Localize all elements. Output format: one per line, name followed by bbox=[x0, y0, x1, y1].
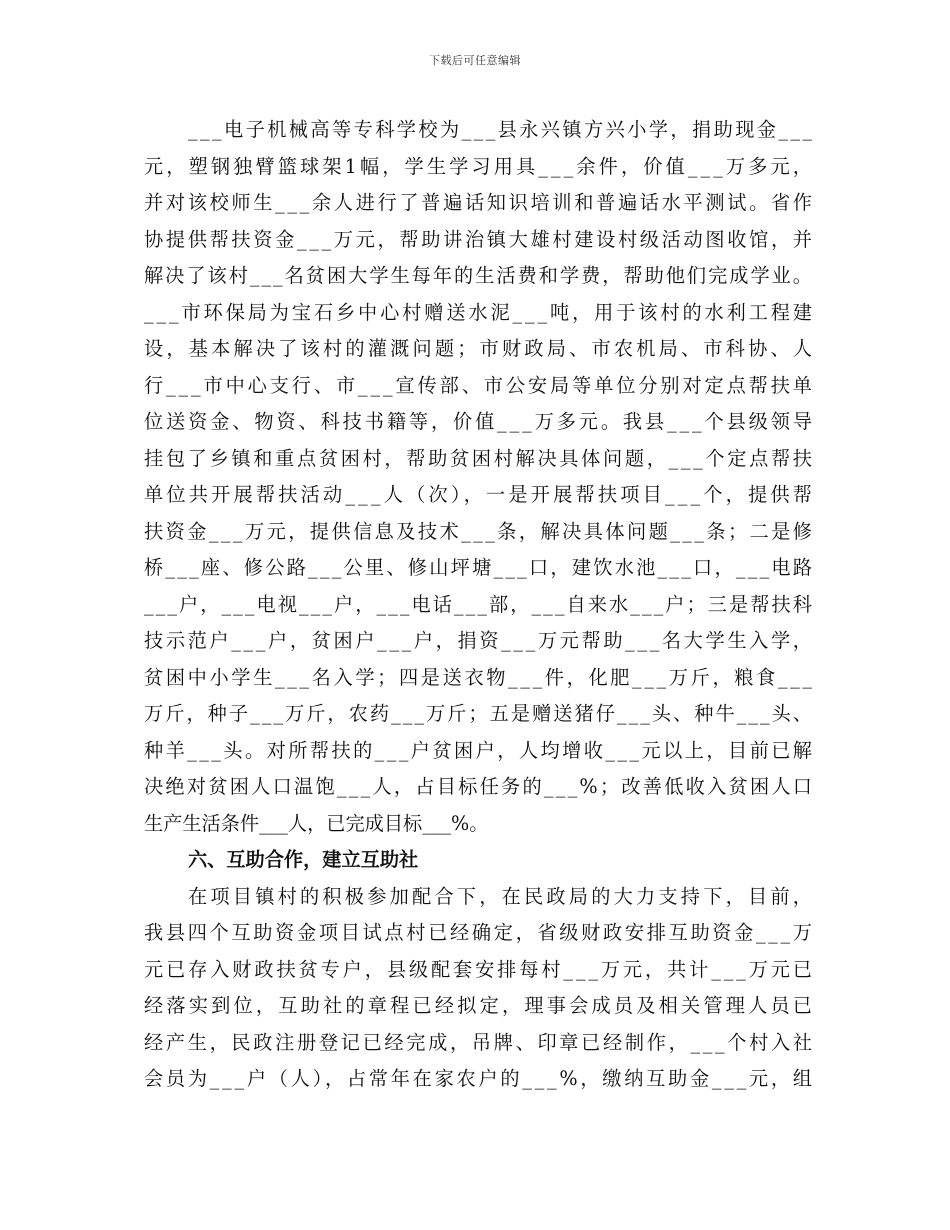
text-line: 元，塑钢独臂篮球架1幅，学生学习用具___余件，价值___万多元， bbox=[144, 154, 816, 178]
text-line: 元已存入财政扶贫专户，县级配套安排每村___万元，共计___万元已 bbox=[144, 957, 815, 981]
text-line: 设，基本解决了该村的灌溉问题；市财政局、市农机局、市科协、人 bbox=[144, 337, 816, 360]
text-line: 技示范户___户，贫困户___户，捐资___万元帮助___名大学生入学， bbox=[144, 629, 815, 652]
text-line: 行___市中心支行、市___宣传部、市公安局等单位分别对定点帮扶单 bbox=[144, 373, 815, 397]
text-line: 单位共开展帮扶活动___人（次），一是开展帮扶项目___个，提供帮 bbox=[144, 483, 816, 506]
text-line: ___市环保局为宝石乡中心村赠送水泥___吨，用于该村的水利工程建 bbox=[144, 300, 815, 324]
text-line: 协提供帮扶资金___万元，帮助讲治镇大雄村建设村级活动图收馆，并 bbox=[144, 227, 815, 251]
page-header: 下载后可任意编辑 bbox=[429, 54, 521, 67]
text-line: 贫困中小学生___名入学；四是送衣物___件，化肥___万斤，粮食___ bbox=[144, 665, 815, 689]
text-line: 解决了该村___名贫困大学生每年的生活费和学费，帮助他们完成学业。 bbox=[144, 264, 814, 287]
text-line: ___户，___电视___户，___电话___部，___自来水___户；三是帮扶科 bbox=[144, 592, 815, 616]
text-line: 挂包了乡镇和重点贫困村，帮助贫困村解决具体问题，___个定点帮扶 bbox=[144, 446, 815, 470]
text-line: 位送资金、物资、科技书籍等，价值___万多元。我县___个县级领导 bbox=[144, 410, 815, 433]
text-line: 会员为___户（人），占常年在家农户的___%，缴纳互助金___元，组 bbox=[144, 1067, 815, 1090]
text-line: 万斤，种子___万斤，农药___万斤；五是赠送猪仔___头、种牛___头、 bbox=[144, 702, 815, 725]
text-line: 种羊___头。对所帮扶的___户贫困户，人均增收___元以上，目前已解 bbox=[144, 738, 815, 762]
text-line: ___电子机械高等专科学校为___县永兴镇方兴小学，捐助现金___ bbox=[188, 118, 815, 141]
text-line: 扶资金___万元，提供信息及技术___条，解决具体问题___条；二是修 bbox=[144, 519, 815, 543]
text-line: 经落实到位，互助社的章程已经拟定，理事会成员及相关管理人员已 bbox=[144, 994, 816, 1017]
text-line: 桥___座、修公路___公里、修山坪塘___口，建饮水池___口，___电路 bbox=[144, 556, 815, 579]
text-line: 并对该校师生___余人进行了普遍话知识培训和普遍话水平测试。省作 bbox=[144, 191, 815, 214]
text-line: 我县四个互助资金项目试点村已经确定，省级财政安排互助资金___万 bbox=[144, 921, 815, 944]
section-heading: 六、互助合作，建立互助社 bbox=[188, 848, 419, 871]
text-line: 生产生活条件___人，已完成目标___%。 bbox=[144, 811, 489, 835]
text-line: 在项目镇村的积极参加配合下，在民政局的大力支持下，目前， bbox=[188, 884, 816, 908]
document-body bbox=[144, 112, 816, 1098]
text-line: 决绝对贫困人口温饱___人，占目标任务的___%；改善低收入贫困人口 bbox=[144, 775, 815, 798]
text-line: 经产生，民政注册登记已经完成，吊牌、印章已经制作，___个村入社 bbox=[144, 1030, 815, 1054]
